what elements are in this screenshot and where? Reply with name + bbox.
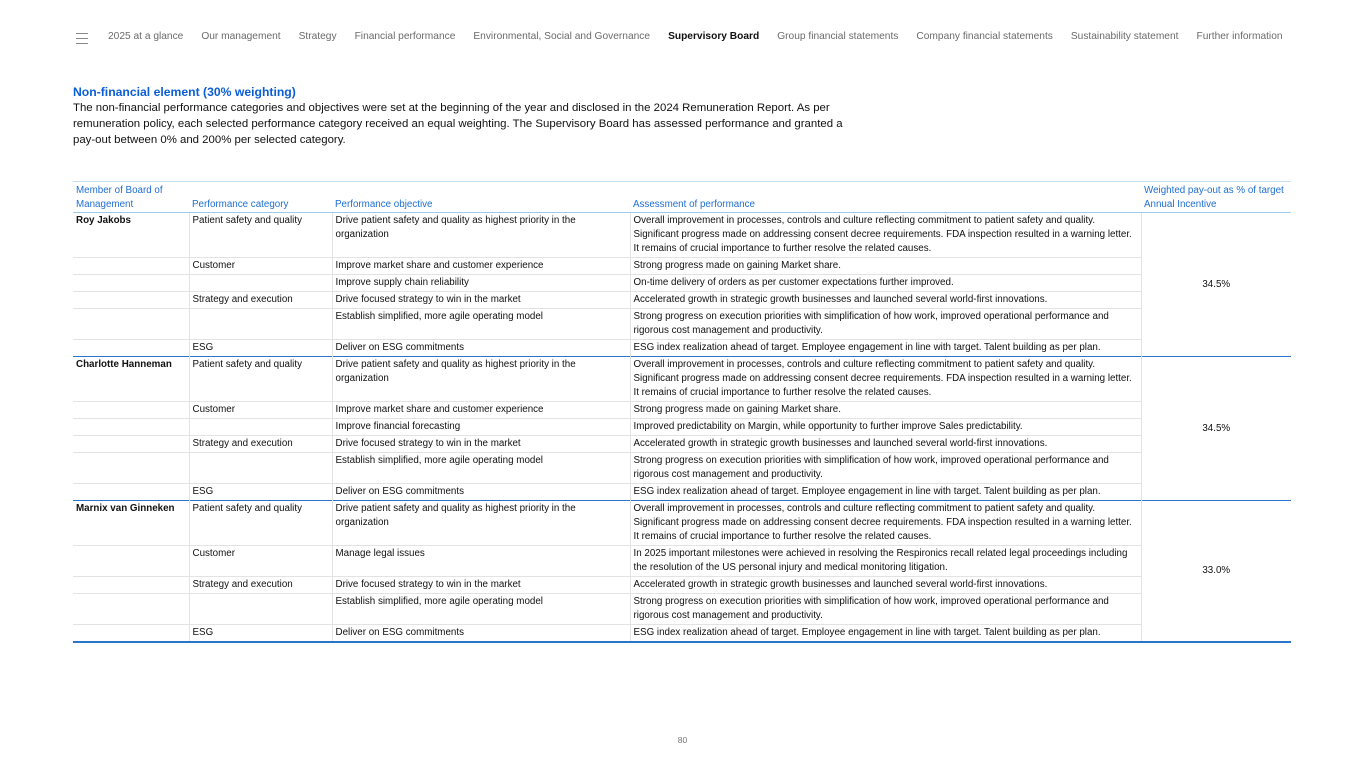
member-name-cell — [73, 453, 189, 484]
category-cell — [189, 453, 332, 484]
category-cell — [189, 309, 332, 340]
page-number: 80 — [677, 735, 688, 745]
category-cell: Strategy and execution — [189, 292, 332, 309]
table-row — [73, 213, 1291, 258]
header-member: Member of Board of Management — [73, 182, 189, 213]
table-row — [73, 340, 1291, 357]
assessment-cell: Strong progress on execution priorities with simplification of how work, improved operational performance and rigorous cost management and productivity. — [630, 594, 1141, 625]
category-cell: Strategy and execution — [189, 436, 332, 453]
table-header-row — [73, 182, 1291, 213]
table-row — [73, 501, 1291, 546]
objective-cell: Drive focused strategy to win in the market — [332, 292, 630, 309]
category-cell — [189, 419, 332, 436]
assessment-cell: Strong progress on execution priorities with simplification of how work, improved operational performance and rigorous cost management and productivity. — [630, 309, 1141, 340]
member-name-cell — [73, 258, 189, 275]
assessment-cell: In 2025 important milestones were achieved in resolving the Respironics recall related legal proceedings including the resolution of the US personal injury and medical monitoring litigation. — [630, 546, 1141, 577]
table-row — [73, 357, 1291, 402]
nav-item[interactable]: 2025 at a glance — [108, 31, 184, 42]
member-name-cell — [73, 594, 189, 625]
assessment-cell: Overall improvement in processes, controls and culture reflecting commitment to patient safety and quality. Significant progress made on addressing consent decree requirements. FDA inspection resulted in a warning letter. It remains of crucial importance to further resolve the related causes. — [630, 213, 1141, 258]
performance-table — [73, 181, 1291, 643]
member-name-cell — [73, 275, 189, 292]
objective-cell: Establish simplified, more agile operating model — [332, 453, 630, 484]
objective-cell: Improve financial forecasting — [332, 419, 630, 436]
table-row — [73, 625, 1291, 643]
table-row — [73, 402, 1291, 419]
table-row — [73, 258, 1291, 275]
assessment-cell: Strong progress made on gaining Market share. — [630, 402, 1141, 419]
table-row — [73, 546, 1291, 577]
objective-cell: Manage legal issues — [332, 546, 630, 577]
member-name-cell — [73, 577, 189, 594]
nav-items — [108, 31, 1283, 42]
member-name-cell — [73, 625, 189, 643]
section-heading: Non-financial element (30% weighting) — [73, 85, 296, 99]
category-cell: Customer — [189, 546, 332, 577]
category-cell: Patient safety and quality — [189, 501, 332, 546]
objective-cell: Establish simplified, more agile operating model — [332, 594, 630, 625]
table-row — [73, 577, 1291, 594]
assessment-cell: Strong progress on execution priorities with simplification of how work, improved operational performance and rigorous cost management and productivity. — [630, 453, 1141, 484]
header-payout: Weighted pay-out as % of target Annual Incentive — [1141, 182, 1291, 213]
objective-cell: Drive focused strategy to win in the market — [332, 436, 630, 453]
table-row — [73, 292, 1291, 309]
assessment-cell: Accelerated growth in strategic growth businesses and launched several world-first innovations. — [630, 436, 1141, 453]
category-cell: ESG — [189, 340, 332, 357]
objective-cell: Drive patient safety and quality as highest priority in the organization — [332, 357, 630, 402]
nav-item[interactable]: Group financial statements — [777, 31, 899, 42]
category-cell — [189, 594, 332, 625]
payout-cell: 34.5% — [1141, 357, 1291, 501]
hamburger-menu-icon[interactable] — [76, 33, 88, 44]
category-cell: ESG — [189, 625, 332, 643]
category-cell: Patient safety and quality — [189, 357, 332, 402]
member-name-cell — [73, 292, 189, 309]
top-navigation — [0, 0, 1365, 74]
member-name-cell — [73, 546, 189, 577]
nav-item[interactable]: Financial performance — [354, 31, 456, 42]
objective-cell: Improve supply chain reliability — [332, 275, 630, 292]
assessment-cell: Overall improvement in processes, controls and culture reflecting commitment to patient safety and quality. Significant progress made on addressing consent decree requirements. FDA inspection resulted in a warning letter. It remains of crucial importance to further resolve the related causes. — [630, 501, 1141, 546]
header-category: Performance category — [189, 182, 332, 213]
member-name-cell: Marnix van Ginneken — [73, 501, 189, 546]
table-row — [73, 309, 1291, 340]
intro-paragraph: The non-financial performance categories and objectives were set at the beginning of the year and disclosed in the 2024 Remuneration Report. As per remuneration policy, each selected performance category received an equal weighting. The Supervisory Board has assessed performance and granted a pay-out between 0% and 200% per selected category. — [73, 102, 843, 146]
member-name-cell: Charlotte Hanneman — [73, 357, 189, 402]
header-assessment: Assessment of performance — [630, 182, 1141, 213]
category-cell: Strategy and execution — [189, 577, 332, 594]
header-objective: Performance objective — [332, 182, 630, 213]
category-cell: Customer — [189, 258, 332, 275]
assessment-cell: Improved predictability on Margin, while opportunity to further improve Sales predictability. — [630, 419, 1141, 436]
intro-section — [73, 85, 863, 148]
table-row — [73, 275, 1291, 292]
nav-item[interactable]: Further information — [1196, 31, 1283, 42]
nav-item[interactable]: Supervisory Board — [668, 31, 760, 42]
member-name-cell — [73, 402, 189, 419]
member-name-cell: Roy Jakobs — [73, 213, 189, 258]
assessment-cell: Accelerated growth in strategic growth businesses and launched several world-first innovations. — [630, 577, 1141, 594]
nav-item[interactable]: Our management — [201, 31, 281, 42]
assessment-cell: On-time delivery of orders as per customer expectations further improved. — [630, 275, 1141, 292]
category-cell: Patient safety and quality — [189, 213, 332, 258]
member-name-cell — [73, 309, 189, 340]
member-name-cell — [73, 419, 189, 436]
table-row — [73, 419, 1291, 436]
objective-cell: Drive patient safety and quality as highest priority in the organization — [332, 501, 630, 546]
nav-item[interactable]: Company financial statements — [916, 31, 1053, 42]
table-row — [73, 484, 1291, 501]
table-row — [73, 453, 1291, 484]
assessment-cell: ESG index realization ahead of target. Employee engagement in line with target. Talent building as per plan. — [630, 625, 1141, 643]
nav-item[interactable]: Sustainability statement — [1070, 31, 1179, 42]
payout-cell: 34.5% — [1141, 213, 1291, 357]
nav-item[interactable]: Environmental, Social and Governance — [473, 31, 651, 42]
table-row — [73, 436, 1291, 453]
nav-item[interactable]: Strategy — [298, 31, 337, 42]
category-cell — [189, 275, 332, 292]
objective-cell: Establish simplified, more agile operating model — [332, 309, 630, 340]
assessment-cell: ESG index realization ahead of target. Employee engagement in line with target. Talent building as per plan. — [630, 340, 1141, 357]
member-name-cell — [73, 340, 189, 357]
category-cell: Customer — [189, 402, 332, 419]
objective-cell: Deliver on ESG commitments — [332, 484, 630, 501]
assessment-cell: ESG index realization ahead of target. Employee engagement in line with target. Talent building as per plan. — [630, 484, 1141, 501]
objective-cell: Drive focused strategy to win in the market — [332, 577, 630, 594]
objective-cell: Improve market share and customer experience — [332, 402, 630, 419]
objective-cell: Drive patient safety and quality as highest priority in the organization — [332, 213, 630, 258]
payout-cell: 33.0% — [1141, 501, 1291, 643]
table-row — [73, 594, 1291, 625]
assessment-cell: Strong progress made on gaining Market share. — [630, 258, 1141, 275]
objective-cell: Deliver on ESG commitments — [332, 625, 630, 643]
assessment-cell: Overall improvement in processes, controls and culture reflecting commitment to patient safety and quality. Significant progress made on addressing consent decree requirements. FDA inspection resulted in a warning letter. It remains of crucial importance to further resolve the related causes. — [630, 357, 1141, 402]
objective-cell: Deliver on ESG commitments — [332, 340, 630, 357]
member-name-cell — [73, 436, 189, 453]
category-cell: ESG — [189, 484, 332, 501]
member-name-cell — [73, 484, 189, 501]
objective-cell: Improve market share and customer experience — [332, 258, 630, 275]
assessment-cell: Accelerated growth in strategic growth businesses and launched several world-first innovations. — [630, 292, 1141, 309]
